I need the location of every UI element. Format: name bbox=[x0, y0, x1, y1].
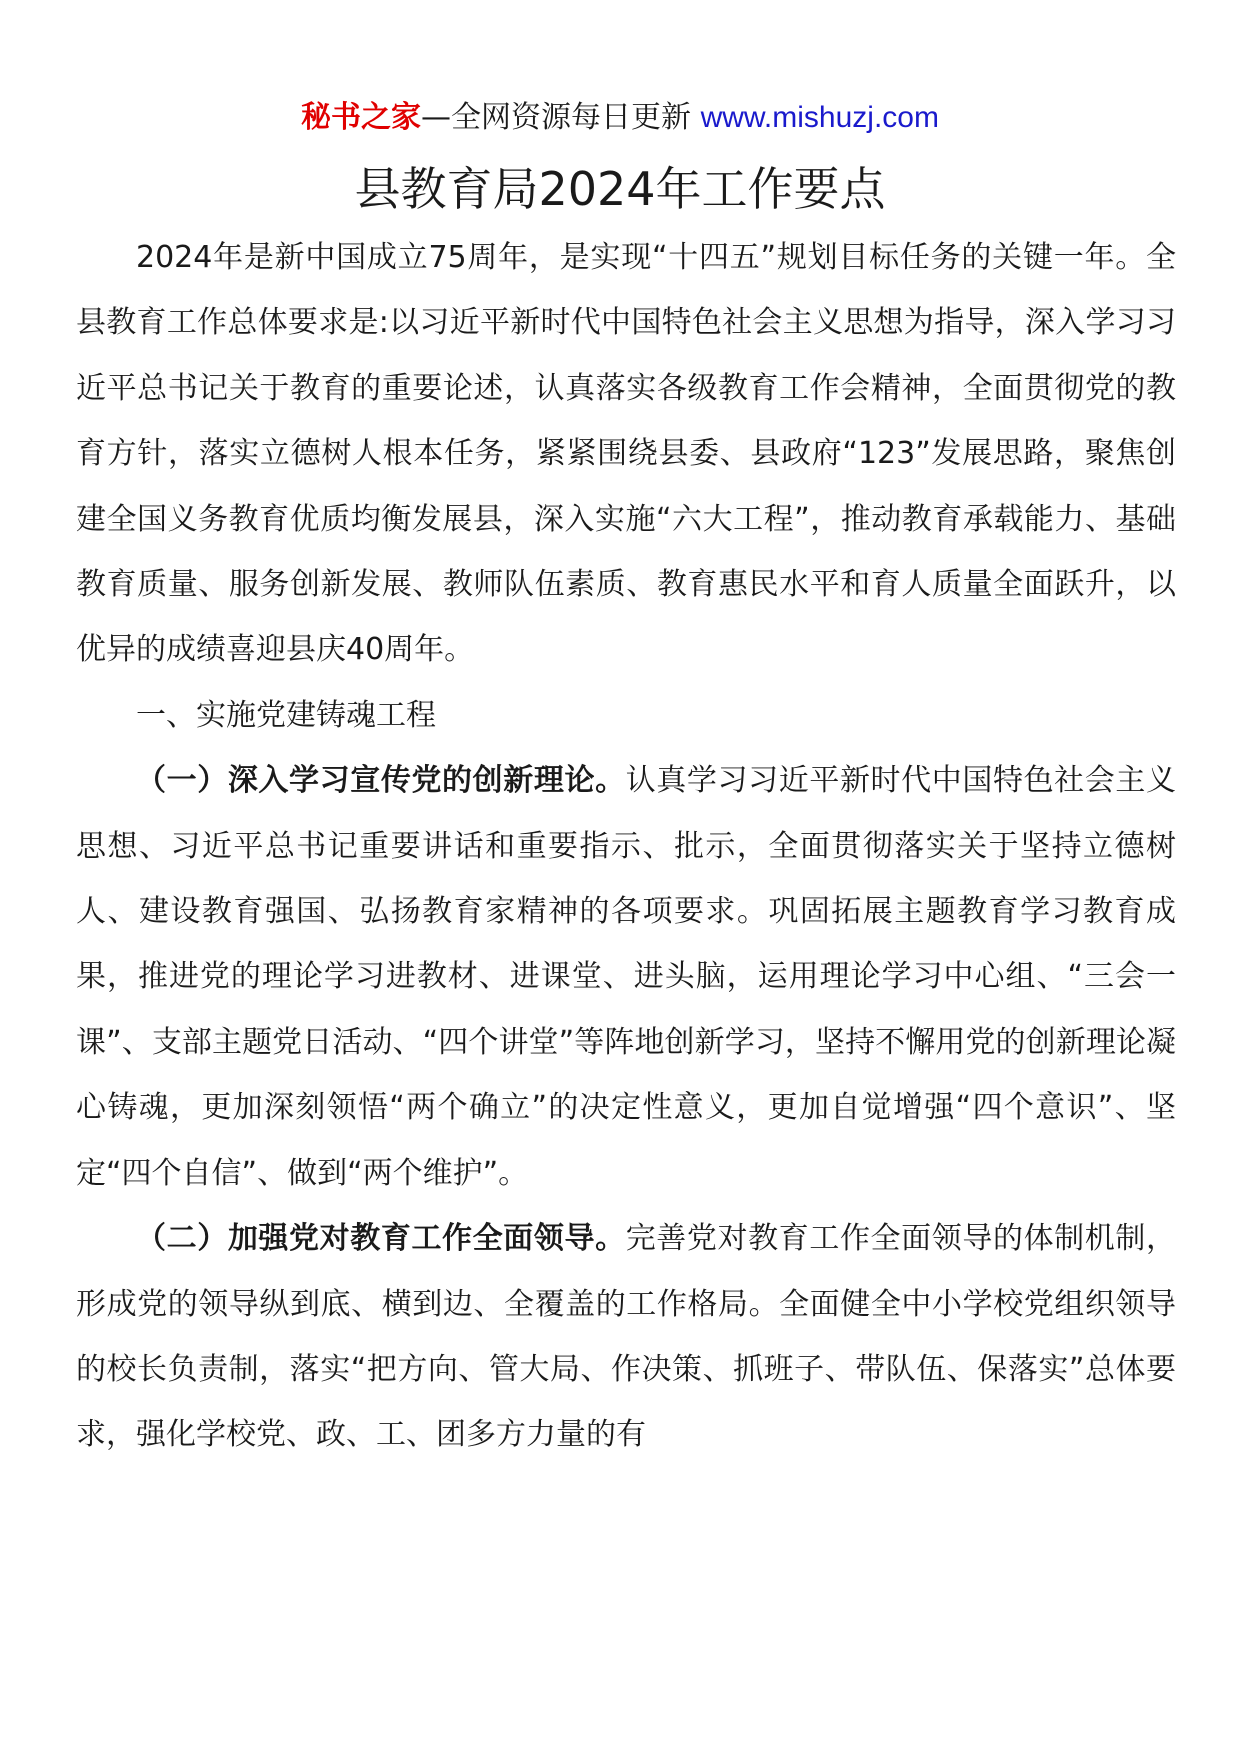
item-text-2: 完善党对教育工作全面领导的体制机制，形成党的领导纵到底、横到边、全覆盖的工作格局。全面健全中小学校党组织领导的校长负责制，落实“把方向、管大局、作决策、抓班子、带队伍、保落实”总体要求，强化学校党、政、工、团多方力量的有 bbox=[76, 1221, 1177, 1453]
site-brand: 秘书之家 bbox=[301, 100, 422, 135]
item-heading-1: （一）深入学习宣传党的创新理论。 bbox=[136, 763, 626, 799]
document-title: 县教育局2024年工作要点 bbox=[354, 162, 886, 216]
section-heading: 一、实施党建铸魂工程 bbox=[136, 697, 436, 733]
site-header bbox=[0, 98, 1240, 138]
item-text-1: 认真学习习近平新时代中国特色社会主义思想、习近平总书记重要讲话和重要指示、批示，全面贯彻落实关于坚持立德树人、建设教育强国、弘扬教育家精神的各项要求。巩固拓展主题教育学习教育成果，推进党的理论学习进教材、进课堂、进头脑，运用理论学习中心组、“三会一课”、支部主题党日活动、“四个讲堂”等阵地创新学习，坚持不懈用党的创新理论凝心铸魂，更加深刻领悟“两个确立”的决定性意义，更加自觉增强“四个意识”、坚定“四个自信”、做到“两个维护”。 bbox=[76, 763, 1177, 1191]
document-body bbox=[76, 225, 1176, 1468]
item-paragraph-1 bbox=[76, 748, 1176, 1206]
site-url-link[interactable]: www.mishuzj.com bbox=[700, 101, 939, 134]
intro-paragraph: 2024年是新中国成立75周年，是实现“十四五”规划目标任务的关键一年。全县教育工作总体要求是:以习近平新时代中国特色社会主义思想为指导，深入学习习近平总书记关于教育的重要论述，认真落实各级教育工作会精神，全面贯彻党的教育方针，落实立德树人根本任务，紧紧围绕县委、县政府“123”发展思路，聚焦创建全国义务教育优质均衡发展县，深入实施“六大工程”，推动教育承载能力、基础教育质量、服务创新发展、教师队伍素质、教育惠民水平和育人质量全面跃升，以优异的成绩喜迎县庆40周年。 bbox=[76, 240, 1176, 668]
item-paragraph-2 bbox=[76, 1206, 1176, 1468]
site-tagline: —全网资源每日更新 bbox=[421, 100, 701, 135]
item-heading-2: （二）加强党对教育工作全面领导。 bbox=[136, 1221, 626, 1257]
